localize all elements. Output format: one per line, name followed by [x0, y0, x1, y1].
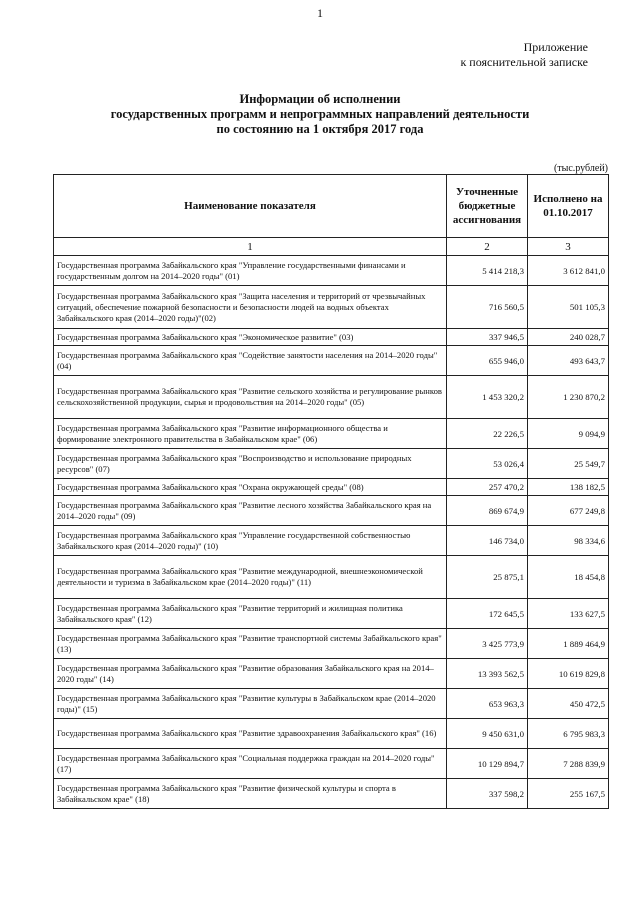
- executed-cell: 501 105,3: [528, 286, 609, 329]
- budget-cell: 146 734,0: [447, 526, 528, 556]
- appendix-note: [460, 40, 588, 70]
- executed-cell: 7 288 839,9: [528, 749, 609, 779]
- header-name: Наименование показателя: [54, 175, 447, 238]
- executed-cell: 10 619 829,8: [528, 659, 609, 689]
- title-line-3: по состоянию на 1 октября 2017 года: [216, 122, 424, 136]
- program-name-cell: Государственная программа Забайкальского края "Охрана окружающей среды" (08): [54, 479, 447, 496]
- table-row: [54, 689, 609, 719]
- budget-cell: 655 946,0: [447, 346, 528, 376]
- executed-cell: 493 643,7: [528, 346, 609, 376]
- budget-cell: 10 129 894,7: [447, 749, 528, 779]
- table-row: [54, 449, 609, 479]
- program-name-cell: Государственная программа Забайкальского края "Управление государственной собственностью Забайкальского края (2014–2020 годы)" (10): [54, 526, 447, 556]
- budget-cell: 13 393 562,5: [447, 659, 528, 689]
- budget-cell: 337 946,5: [447, 329, 528, 346]
- table-row: [54, 719, 609, 749]
- column-number-row: [54, 238, 609, 256]
- program-name-cell: Государственная программа Забайкальского края "Управление государственными финансами и государственным долгом на 2014–2020 годы" (01): [54, 256, 447, 286]
- table-body: [54, 256, 609, 809]
- program-name-cell: Государственная программа Забайкальского края "Развитие сельского хозяйства и регулирование рынков сельскохозяйственной продукции, сырья и продовольствия на 2014–2020 годы" (05): [54, 376, 447, 419]
- program-name-cell: Государственная программа Забайкальского края "Развитие лесного хозяйства Забайкальского края на 2014–2020 годы" (09): [54, 496, 447, 526]
- appendix-line-2: к пояснительной записке: [460, 55, 588, 69]
- column-number: 3: [528, 238, 609, 256]
- units-label: (тыс.рублей): [553, 163, 608, 174]
- table-header-row: [54, 175, 609, 238]
- table-row: [54, 556, 609, 599]
- header-budget: Уточненные бюджетные ассигнования: [447, 175, 528, 238]
- program-name-cell: Государственная программа Забайкальского края "Развитие образования Забайкальского края на 2014–2020 годы" (14): [54, 659, 447, 689]
- program-name-cell: Государственная программа Забайкальского края "Развитие здравоохранения Забайкальского края" (16): [54, 719, 447, 749]
- table-row: [54, 779, 609, 809]
- budget-cell: 257 470,2: [447, 479, 528, 496]
- budget-cell: 172 645,5: [447, 599, 528, 629]
- table-row: [54, 496, 609, 526]
- table-row: [54, 376, 609, 419]
- title-line-1: Информации об исполнении: [239, 92, 401, 106]
- budget-cell: 53 026,4: [447, 449, 528, 479]
- title-line-2: государственных программ и непрограммных направлений деятельности: [110, 107, 530, 121]
- executed-cell: 18 454,8: [528, 556, 609, 599]
- executed-cell: 240 028,7: [528, 329, 609, 346]
- program-name-cell: Государственная программа Забайкальского края "Развитие транспортной системы Забайкальского края" (13): [54, 629, 447, 659]
- program-name-cell: Государственная программа Забайкальского края "Содействие занятости населения на 2014–2020 годы" (04): [54, 346, 447, 376]
- table-row: [54, 286, 609, 329]
- document-title: [0, 92, 640, 137]
- table-row: [54, 479, 609, 496]
- executed-cell: 133 627,5: [528, 599, 609, 629]
- budget-cell: 25 875,1: [447, 556, 528, 599]
- executed-cell: 255 167,5: [528, 779, 609, 809]
- budget-cell: 3 425 773,9: [447, 629, 528, 659]
- table-row: [54, 256, 609, 286]
- program-name-cell: Государственная программа Забайкальского края "Развитие информационного общества и формирование электронного правительства в Забайкальском крае" (06): [54, 419, 447, 449]
- budget-cell: 5 414 218,3: [447, 256, 528, 286]
- executed-cell: 25 549,7: [528, 449, 609, 479]
- table-row: [54, 749, 609, 779]
- program-name-cell: Государственная программа Забайкальского края "Социальная поддержка граждан на 2014–2020 годы" (17): [54, 749, 447, 779]
- executed-cell: 450 472,5: [528, 689, 609, 719]
- budget-cell: 22 226,5: [447, 419, 528, 449]
- programs-table: [53, 174, 609, 809]
- table-row: [54, 659, 609, 689]
- executed-cell: 1 889 464,9: [528, 629, 609, 659]
- table-row: [54, 599, 609, 629]
- table-row: [54, 629, 609, 659]
- program-name-cell: Государственная программа Забайкальского края "Развитие территорий и жилищная политика Забайкальского края" (12): [54, 599, 447, 629]
- budget-cell: 337 598,2: [447, 779, 528, 809]
- program-name-cell: Государственная программа Забайкальского края "Развитие культуры в Забайкальском крае (2014–2020 годы)" (15): [54, 689, 447, 719]
- program-name-cell: Государственная программа Забайкальского края "Развитие физической культуры и спорта в Забайкальском крае" (18): [54, 779, 447, 809]
- executed-cell: 6 795 983,3: [528, 719, 609, 749]
- executed-cell: 3 612 841,0: [528, 256, 609, 286]
- column-number: 2: [447, 238, 528, 256]
- table-row: [54, 346, 609, 376]
- program-name-cell: Государственная программа Забайкальского края "Защита населения и территорий от чрезвычайных ситуаций, обеспечение пожарной безопасности и безопасности людей на водных объектах Забайкальского края (2014–2020 годы)"(02): [54, 286, 447, 329]
- appendix-line-1: Приложение: [523, 40, 588, 54]
- budget-cell: 716 560,5: [447, 286, 528, 329]
- budget-cell: 1 453 320,2: [447, 376, 528, 419]
- page-number: 1: [317, 6, 323, 20]
- program-name-cell: Государственная программа Забайкальского края "Развитие международной, внешнеэкономической деятельности и туризма в Забайкальском крае (2014–2020 годы)" (11): [54, 556, 447, 599]
- program-name-cell: Государственная программа Забайкальского края "Экономическое развитие" (03): [54, 329, 447, 346]
- column-number: 1: [54, 238, 447, 256]
- header-executed: Исполнено на 01.10.2017: [528, 175, 609, 238]
- executed-cell: 9 094,9: [528, 419, 609, 449]
- executed-cell: 138 182,5: [528, 479, 609, 496]
- table-row: [54, 329, 609, 346]
- table-row: [54, 526, 609, 556]
- budget-cell: 869 674,9: [447, 496, 528, 526]
- table-row: [54, 419, 609, 449]
- program-name-cell: Государственная программа Забайкальского края "Воспроизводство и использование природных ресурсов" (07): [54, 449, 447, 479]
- budget-cell: 653 963,3: [447, 689, 528, 719]
- budget-cell: 9 450 631,0: [447, 719, 528, 749]
- executed-cell: 98 334,6: [528, 526, 609, 556]
- executed-cell: 677 249,8: [528, 496, 609, 526]
- executed-cell: 1 230 870,2: [528, 376, 609, 419]
